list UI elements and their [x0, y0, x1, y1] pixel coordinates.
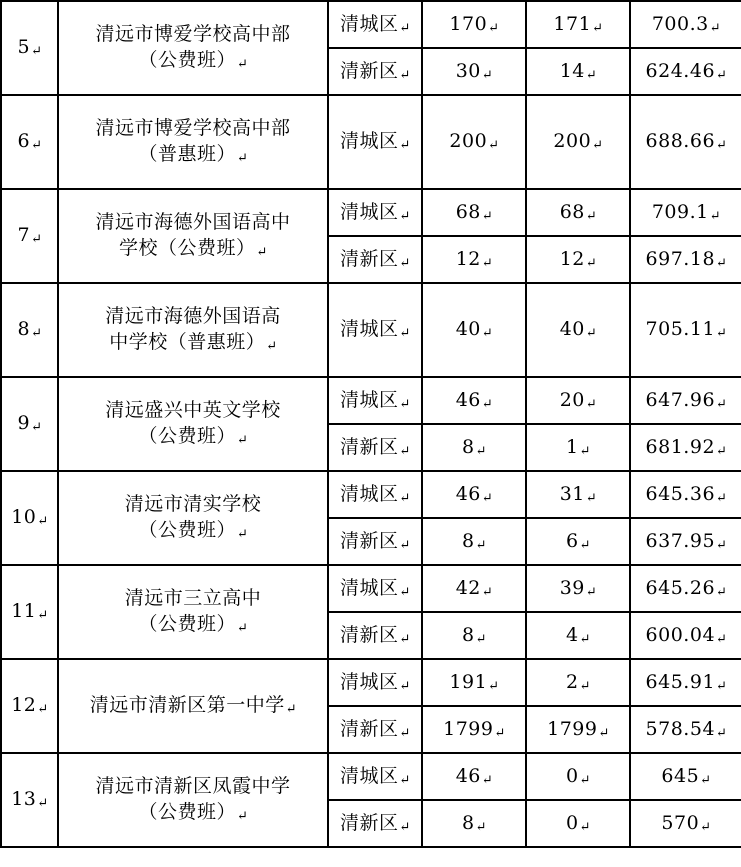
- school-name: [58, 659, 328, 753]
- district-cell: [328, 424, 422, 471]
- plan-count-cell-value: 8: [462, 529, 475, 552]
- pilcrow-mark: ↵: [481, 255, 494, 271]
- score-cell-value: 645: [661, 764, 700, 787]
- plan-count-cell-value: 68: [455, 200, 481, 223]
- score-cell-value: 645.91: [645, 670, 716, 693]
- plan-count-cell-value: 12: [455, 247, 481, 270]
- school-name-line: （公费班）↵: [138, 519, 249, 542]
- school-name-line: （公费班）↵: [138, 613, 249, 636]
- row-index: [1, 1, 58, 95]
- pilcrow-mark: ↵: [37, 608, 49, 624]
- pilcrow-mark: ↵: [716, 490, 728, 506]
- pilcrow-mark: ↵: [716, 326, 728, 342]
- row-index-value: 8: [17, 318, 31, 341]
- score-cell: [630, 753, 741, 800]
- pilcrow-mark: ↵: [481, 396, 494, 412]
- pilcrow-mark: ↵: [237, 809, 249, 824]
- actual-count-cell: [526, 753, 630, 800]
- district-cell: [328, 95, 422, 189]
- actual-count-cell: [526, 283, 630, 377]
- score-cell: [630, 612, 741, 659]
- pilcrow-mark: ↵: [579, 819, 591, 835]
- pilcrow-mark: ↵: [399, 631, 411, 647]
- score-cell-value: 578.54: [645, 717, 716, 740]
- school-name: [58, 189, 328, 283]
- school-name-line: （公费班）↵: [138, 49, 249, 72]
- pilcrow-mark: ↵: [399, 326, 411, 342]
- actual-count-cell-value: 0: [566, 811, 579, 834]
- actual-count-cell: [526, 95, 630, 189]
- district-cell-value: 清新区: [340, 623, 399, 646]
- pilcrow-mark: ↵: [709, 20, 722, 36]
- actual-count-cell-value: 6: [566, 529, 579, 552]
- district-cell-value: 清新区: [340, 435, 399, 458]
- pilcrow-mark: ↵: [716, 678, 728, 694]
- plan-count-cell-value: 1799: [443, 717, 494, 740]
- actual-count-cell-value: 20: [559, 388, 585, 411]
- plan-count-cell: [422, 236, 526, 283]
- score-cell-value: 645.26: [645, 576, 716, 599]
- school-name-line: 清远市清实学校: [124, 493, 262, 516]
- score-cell: [630, 283, 741, 377]
- district-cell-value: 清新区: [340, 811, 399, 834]
- score-cell: [630, 189, 741, 236]
- pilcrow-mark: ↵: [579, 678, 591, 694]
- pilcrow-mark: ↵: [31, 44, 43, 60]
- actual-count-cell-value: 4: [566, 623, 579, 646]
- pilcrow-mark: ↵: [716, 396, 728, 412]
- district-cell: [328, 659, 422, 706]
- pilcrow-mark: ↵: [585, 396, 598, 412]
- pilcrow-mark: ↵: [399, 67, 411, 83]
- actual-count-cell: [526, 612, 630, 659]
- plan-count-cell-value: 46: [455, 764, 481, 787]
- district-cell-value: 清城区: [340, 670, 399, 693]
- plan-count-cell: [422, 800, 526, 847]
- school-name-line: （公费班）↵: [138, 425, 249, 448]
- row-index: [1, 95, 58, 189]
- pilcrow-mark: ↵: [481, 584, 494, 600]
- pilcrow-mark: ↵: [399, 490, 411, 506]
- plan-count-cell-value: 191: [449, 670, 488, 693]
- pilcrow-mark: ↵: [716, 443, 728, 459]
- district-cell: [328, 800, 422, 847]
- actual-count-cell: [526, 424, 630, 471]
- district-cell: [328, 518, 422, 565]
- actual-count-cell-value: 0: [566, 764, 579, 787]
- pilcrow-mark: ↵: [399, 819, 411, 835]
- pilcrow-mark: ↵: [585, 208, 598, 224]
- pilcrow-mark: ↵: [237, 57, 249, 72]
- pilcrow-mark: ↵: [237, 151, 249, 166]
- actual-count-cell: [526, 189, 630, 236]
- plan-count-cell: [422, 518, 526, 565]
- school-name: [58, 1, 328, 95]
- actual-count-cell: [526, 706, 630, 753]
- pilcrow-mark: ↵: [475, 819, 487, 835]
- row-index-value: 10: [11, 506, 37, 529]
- district-cell-value: 清城区: [340, 388, 399, 411]
- row-index: [1, 471, 58, 565]
- district-cell-value: 清城区: [340, 200, 399, 223]
- school-name-line: 清远盛兴中英文学校: [105, 399, 281, 422]
- score-cell: [630, 48, 741, 95]
- score-cell: [630, 236, 741, 283]
- pilcrow-mark: ↵: [399, 208, 411, 224]
- score-cell: [630, 800, 741, 847]
- score-cell-value: 681.92: [645, 435, 716, 458]
- pilcrow-mark: ↵: [399, 537, 411, 553]
- pilcrow-mark: ↵: [399, 584, 411, 600]
- row-index: [1, 377, 58, 471]
- actual-count-cell-value: 31: [559, 482, 585, 505]
- row-index: [1, 659, 58, 753]
- score-cell: [630, 518, 741, 565]
- district-cell: [328, 236, 422, 283]
- pilcrow-mark: ↵: [31, 420, 43, 436]
- actual-count-cell: [526, 800, 630, 847]
- actual-count-cell: [526, 565, 630, 612]
- pilcrow-mark: ↵: [237, 621, 249, 636]
- plan-count-cell-value: 8: [462, 623, 475, 646]
- row-index-value: 5: [17, 36, 31, 59]
- row-index: [1, 283, 58, 377]
- district-cell-value: 清城区: [340, 12, 399, 35]
- school-name-line: 清远市清新区第一中学↵: [89, 694, 298, 718]
- pilcrow-mark: ↵: [266, 339, 278, 354]
- pilcrow-mark: ↵: [237, 433, 249, 448]
- school-name-line: 清远市博爱学校高中部: [95, 23, 291, 46]
- pilcrow-mark: ↵: [399, 678, 411, 694]
- district-cell: [328, 565, 422, 612]
- score-cell-value: 688.66: [645, 130, 716, 153]
- pilcrow-mark: ↵: [31, 138, 43, 154]
- school-name-line: 清远市海德外国语高: [105, 305, 281, 328]
- pilcrow-mark: ↵: [716, 584, 728, 600]
- actual-count-cell: [526, 471, 630, 518]
- pilcrow-mark: ↵: [285, 702, 298, 718]
- school-name: [58, 753, 328, 847]
- pilcrow-mark: ↵: [579, 772, 591, 788]
- pilcrow-mark: ↵: [488, 678, 500, 694]
- district-cell: [328, 48, 422, 95]
- score-cell-value: 705.11: [645, 318, 716, 341]
- pilcrow-mark: ↵: [37, 702, 49, 718]
- plan-count-cell-value: 8: [462, 435, 475, 458]
- pilcrow-mark: ↵: [592, 20, 604, 36]
- actual-count-cell-value: 14: [559, 59, 585, 82]
- school-name: [58, 95, 328, 189]
- pilcrow-mark: ↵: [399, 396, 411, 412]
- district-cell: [328, 377, 422, 424]
- row-index-value: 9: [17, 412, 31, 435]
- pilcrow-mark: ↵: [716, 631, 728, 647]
- plan-count-cell: [422, 565, 526, 612]
- plan-count-cell-value: 42: [455, 576, 481, 599]
- score-cell: [630, 1, 741, 48]
- pilcrow-mark: ↵: [399, 138, 411, 154]
- row-index: [1, 565, 58, 659]
- district-cell-value: 清城区: [340, 576, 399, 599]
- school-name: [58, 565, 328, 659]
- score-cell-value: 570: [661, 811, 700, 834]
- table-row: [1, 471, 741, 518]
- district-cell-value: 清城区: [340, 130, 399, 153]
- score-cell-value: 697.18: [645, 247, 716, 270]
- plan-count-cell: [422, 48, 526, 95]
- pilcrow-mark: ↵: [716, 537, 728, 553]
- table-row: [1, 377, 741, 424]
- actual-count-cell-value: 68: [559, 200, 585, 223]
- table-row: [1, 189, 741, 236]
- row-index-value: 6: [17, 130, 31, 153]
- district-cell-value: 清城区: [340, 764, 399, 787]
- pilcrow-mark: ↵: [700, 819, 712, 835]
- pilcrow-mark: ↵: [585, 584, 598, 600]
- score-cell: [630, 424, 741, 471]
- pilcrow-mark: ↵: [399, 725, 411, 741]
- row-index: [1, 189, 58, 283]
- pilcrow-mark: ↵: [579, 537, 591, 553]
- district-cell: [328, 706, 422, 753]
- row-index-value: 11: [11, 600, 37, 623]
- pilcrow-mark: ↵: [716, 138, 728, 154]
- plan-count-cell: [422, 1, 526, 48]
- school-name: [58, 377, 328, 471]
- actual-count-cell-value: 1: [566, 435, 579, 458]
- score-cell-value: 700.3: [651, 12, 709, 35]
- pilcrow-mark: ↵: [31, 232, 43, 248]
- pilcrow-mark: ↵: [579, 443, 591, 459]
- district-cell: [328, 753, 422, 800]
- plan-count-cell: [422, 471, 526, 518]
- plan-count-cell: [422, 424, 526, 471]
- school-name-line: 中学校（普惠班）↵: [109, 331, 278, 354]
- row-index-value: 12: [11, 694, 37, 717]
- table-row: [1, 659, 741, 706]
- score-cell-value: 637.95: [645, 529, 716, 552]
- pilcrow-mark: ↵: [488, 20, 500, 36]
- actual-count-cell-value: 39: [559, 576, 585, 599]
- actual-count-cell-value: 171: [553, 12, 592, 35]
- score-cell: [630, 95, 741, 189]
- score-cell: [630, 706, 741, 753]
- district-cell: [328, 612, 422, 659]
- pilcrow-mark: ↵: [399, 443, 411, 459]
- pilcrow-mark: ↵: [700, 772, 712, 788]
- pilcrow-mark: ↵: [716, 67, 728, 83]
- pilcrow-mark: ↵: [579, 631, 591, 647]
- school-name-line: 清远市清新区凤霞中学: [95, 775, 291, 798]
- pilcrow-mark: ↵: [585, 326, 598, 342]
- pilcrow-mark: ↵: [592, 138, 604, 154]
- district-cell: [328, 283, 422, 377]
- table-row: [1, 753, 741, 800]
- school-name: [58, 283, 328, 377]
- school-name-line: （普惠班）↵: [138, 143, 249, 166]
- plan-count-cell-value: 30: [455, 59, 481, 82]
- row-index-value: 7: [17, 224, 31, 247]
- table-row: [1, 283, 741, 377]
- plan-count-cell: [422, 706, 526, 753]
- score-cell-value: 600.04: [645, 623, 716, 646]
- school-name: [58, 471, 328, 565]
- score-cell: [630, 377, 741, 424]
- table-row: [1, 565, 741, 612]
- pilcrow-mark: ↵: [709, 208, 722, 224]
- row-index: [1, 753, 58, 847]
- pilcrow-mark: ↵: [481, 67, 494, 83]
- actual-count-cell: [526, 48, 630, 95]
- pilcrow-mark: ↵: [488, 138, 500, 154]
- pilcrow-mark: ↵: [37, 514, 49, 530]
- plan-count-cell-value: 40: [455, 318, 481, 341]
- score-cell-value: 709.1: [651, 200, 709, 223]
- actual-count-cell: [526, 518, 630, 565]
- row-index-value: 13: [11, 788, 37, 811]
- pilcrow-mark: ↵: [475, 537, 487, 553]
- plan-count-cell: [422, 753, 526, 800]
- district-cell: [328, 1, 422, 48]
- district-cell: [328, 189, 422, 236]
- pilcrow-mark: ↵: [399, 772, 411, 788]
- pilcrow-mark: ↵: [598, 725, 610, 741]
- pilcrow-mark: ↵: [475, 443, 487, 459]
- pilcrow-mark: ↵: [256, 245, 268, 260]
- district-cell-value: 清城区: [340, 482, 399, 505]
- table-row: [1, 95, 741, 189]
- pilcrow-mark: ↵: [481, 326, 494, 342]
- district-cell-value: 清新区: [340, 717, 399, 740]
- actual-count-cell-value: 1799: [547, 717, 598, 740]
- school-name-line: （公费班）↵: [138, 801, 249, 824]
- plan-count-cell: [422, 189, 526, 236]
- pilcrow-mark: ↵: [585, 490, 598, 506]
- score-cell: [630, 659, 741, 706]
- actual-count-cell: [526, 377, 630, 424]
- district-cell-value: 清新区: [340, 247, 399, 270]
- score-cell: [630, 565, 741, 612]
- district-cell-value: 清新区: [340, 59, 399, 82]
- score-cell: [630, 471, 741, 518]
- actual-count-cell-value: 200: [553, 130, 592, 153]
- score-cell-value: 647.96: [645, 388, 716, 411]
- pilcrow-mark: ↵: [475, 631, 487, 647]
- table-body: [1, 1, 741, 847]
- plan-count-cell-value: 46: [455, 388, 481, 411]
- pilcrow-mark: ↵: [399, 20, 411, 36]
- school-name-line: 学校（公费班）↵: [119, 237, 268, 260]
- actual-count-cell: [526, 236, 630, 283]
- pilcrow-mark: ↵: [31, 326, 43, 342]
- pilcrow-mark: ↵: [716, 725, 728, 741]
- district-cell-value: 清新区: [340, 529, 399, 552]
- pilcrow-mark: ↵: [237, 527, 249, 542]
- pilcrow-mark: ↵: [494, 725, 506, 741]
- actual-count-cell-value: 40: [559, 318, 585, 341]
- score-cell-value: 624.46: [645, 59, 716, 82]
- plan-count-cell-value: 200: [449, 130, 488, 153]
- score-cell-value: 645.36: [645, 482, 716, 505]
- pilcrow-mark: ↵: [399, 255, 411, 271]
- plan-count-cell-value: 46: [455, 482, 481, 505]
- plan-count-cell: [422, 377, 526, 424]
- pilcrow-mark: ↵: [481, 490, 494, 506]
- actual-count-cell: [526, 1, 630, 48]
- school-name-line: 清远市三立高中: [124, 587, 262, 610]
- plan-count-cell: [422, 659, 526, 706]
- actual-count-cell-value: 12: [559, 247, 585, 270]
- pilcrow-mark: ↵: [716, 255, 728, 271]
- pilcrow-mark: ↵: [481, 208, 494, 224]
- pilcrow-mark: ↵: [481, 772, 494, 788]
- district-cell: [328, 471, 422, 518]
- actual-count-cell: [526, 659, 630, 706]
- plan-count-cell-value: 170: [449, 12, 488, 35]
- plan-count-cell: [422, 283, 526, 377]
- district-cell-value: 清城区: [340, 318, 399, 341]
- plan-count-cell: [422, 95, 526, 189]
- pilcrow-mark: ↵: [585, 67, 598, 83]
- plan-count-cell-value: 8: [462, 811, 475, 834]
- plan-count-cell: [422, 612, 526, 659]
- pilcrow-mark: ↵: [585, 255, 598, 271]
- school-name-line: 清远市海德外国语高中: [95, 211, 291, 234]
- actual-count-cell-value: 2: [566, 670, 579, 693]
- school-name-line: 清远市博爱学校高中部: [95, 117, 291, 140]
- table-row: [1, 1, 741, 48]
- pilcrow-mark: ↵: [37, 796, 49, 812]
